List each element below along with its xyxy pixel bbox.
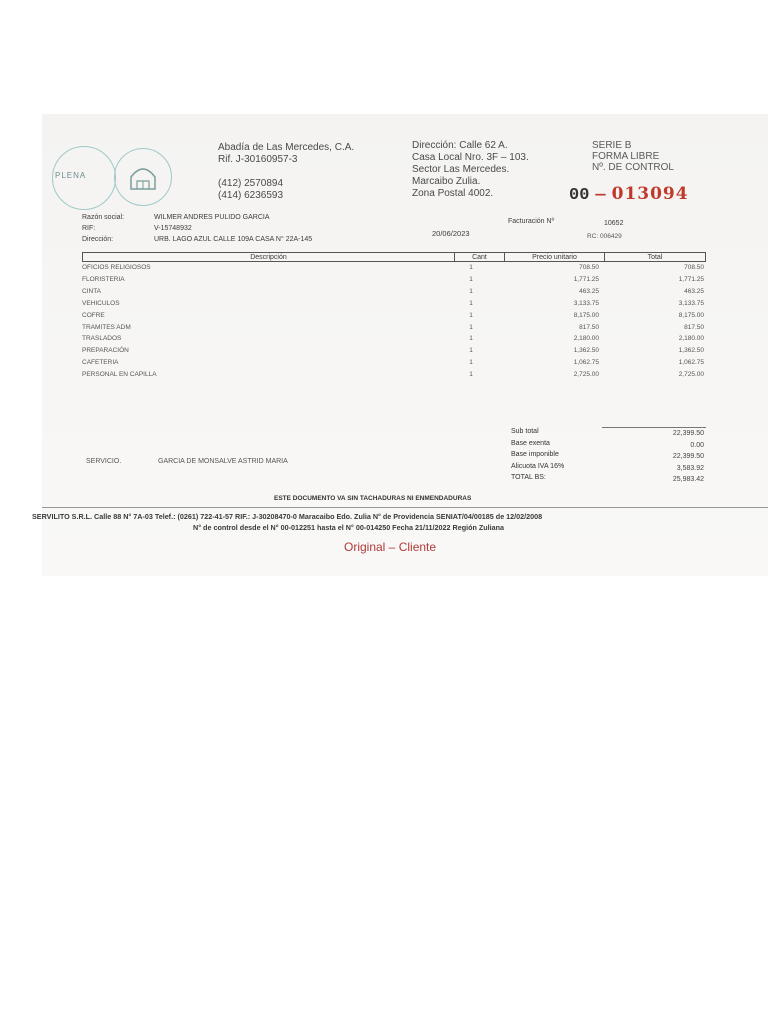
item-qty: 1 (469, 335, 473, 343)
client-address: URB. LAGO AZUL CALLE 109A CASA N° 22A-145 (154, 236, 313, 243)
abbey-logo-icon (114, 148, 172, 206)
invoice-label: Facturación Nº (508, 218, 555, 225)
invoice-number: 10652 (604, 220, 624, 227)
item-total: 8,175.00 (678, 311, 704, 319)
item-total: 3,133.75 (678, 299, 704, 307)
summary-value: 22,399.50 (672, 453, 704, 460)
company-phone-2: (414) 6236593 (218, 190, 284, 201)
item-unit-price: 2,725.00 (573, 371, 599, 379)
summary-label: Base exenta (511, 439, 550, 447)
client-rif: V-15748932 (154, 225, 192, 232)
client-info: Razón social: WILMER ANDRES PULIDO GARCIA RIF: V-15748932 Dirección: URB. LAGO AZUL CALLE 109A CASA N° 22A-145 (82, 214, 313, 243)
client-name: WILMER ANDRES PULIDO GARCIA (154, 214, 270, 221)
control-range: N° de control desde el N° 00-012251 hasta el N° 00-014250 Fecha 21/11/2022 Región Zuliana (193, 523, 505, 532)
item-qty: 1 (469, 299, 473, 307)
item-description: CINTA (82, 287, 102, 295)
item-unit-price: 817.50 (579, 323, 599, 331)
summary-value: 22,399.50 (672, 430, 704, 437)
invoice-date: 20/06/2023 (432, 229, 470, 238)
no-erasures-notice: ESTE DOCUMENTO VA SIN TACHADURAS NI ENMENDADURAS (274, 495, 472, 502)
item-description: TRASLADOS (82, 335, 122, 343)
item-unit-price: 1,771.25 (573, 275, 599, 283)
item-description: TRAMITES ADM (82, 323, 131, 331)
item-total: 1,062.75 (678, 359, 704, 367)
company-rif: Rif. J-30160957-3 (218, 154, 298, 165)
service-name: GARCIA DE MONSALVE ASTRID MARIA (158, 458, 288, 465)
invoice-rc: RC: 006429 (587, 233, 622, 240)
item-qty: 1 (469, 371, 473, 379)
service-label: SERVICIO. (86, 458, 122, 465)
item-description: COFRE (82, 311, 105, 319)
company-address: Dirección: Calle 62 A. Casa Local Nro. 3F – 103. Sector Las Mercedes. Marcaibo Zulia. Zona Postal 4002. (412, 140, 529, 199)
item-qty: 1 (469, 347, 473, 355)
item-unit-price: 1,362.50 (573, 347, 599, 355)
summary-value: 0.00 (690, 441, 704, 449)
footer-rule (42, 507, 768, 508)
item-total: 1,362.50 (678, 347, 704, 355)
col-header-description: Descripción (82, 252, 454, 262)
item-total: 2,725.00 (678, 371, 704, 379)
summary-label: Sub total (511, 428, 539, 435)
summary-value: 3,583.92 (676, 464, 704, 472)
item-unit-price: 2,180.00 (573, 335, 599, 343)
item-qty: 1 (469, 275, 473, 283)
summary-label: Base imponible (511, 451, 559, 458)
item-qty: 1 (469, 323, 473, 331)
item-total: 463.25 (684, 287, 704, 295)
company-name: Abadía de Las Mercedes, C.A. (218, 142, 355, 153)
col-header-qty: Cant (454, 252, 504, 262)
item-description: VEHICULOS (82, 299, 120, 307)
plena-logo: PLENA (52, 146, 116, 210)
item-description: FLORISTERIA (82, 275, 125, 283)
logos (52, 142, 182, 212)
summary-label: Alicuota IVA 16% (511, 462, 565, 470)
copy-label: Original – Cliente (344, 540, 437, 554)
item-description: CAFETERIA (82, 359, 119, 367)
item-total: 2,180.00 (678, 335, 704, 343)
control-number: 00 — 013094 (569, 184, 689, 205)
item-unit-price: 1,062.75 (573, 359, 599, 367)
item-qty: 1 (469, 287, 473, 295)
item-total: 1,771.25 (678, 275, 704, 283)
serie-block: SERIE B FORMA LIBRE Nº. DE CONTROL (592, 140, 674, 173)
col-header-unit-price: Precio unitario (504, 252, 604, 262)
company-phone-1: (412) 2570894 (218, 178, 284, 189)
printer-info: SERVILITO S.R.L. Calle 88 N° 7A-03 Telef.: (0261) 722-41-57 RIF.: J-30208470-0 Maracaibo Edo. Zulia N° de Providencia SENIAT/04/00185 de 12/02/2008 (32, 512, 543, 521)
item-unit-price: 8,175.00 (573, 311, 599, 319)
item-qty: 1 (469, 359, 473, 367)
company-info (218, 142, 354, 202)
item-total: 708.50 (684, 264, 704, 271)
item-total: 817.50 (684, 323, 704, 331)
item-qty: 1 (469, 264, 473, 271)
item-unit-price: 3,133.75 (573, 299, 599, 307)
item-description: OFICIOS RELIGIOSOS (82, 264, 151, 271)
invoice-sheet (32, 114, 768, 576)
summary-label: TOTAL BS: (511, 474, 546, 481)
subtotal-rule (602, 427, 706, 428)
col-header-total: Total (604, 252, 706, 262)
item-unit-price: 463.25 (579, 287, 599, 295)
item-description: PREPARACIÓN (82, 347, 129, 355)
summary-value: 25,983.42 (672, 476, 704, 483)
item-unit-price: 708.50 (579, 264, 599, 271)
item-description: PERSONAL EN CAPILLA (82, 371, 157, 379)
item-qty: 1 (469, 311, 473, 319)
